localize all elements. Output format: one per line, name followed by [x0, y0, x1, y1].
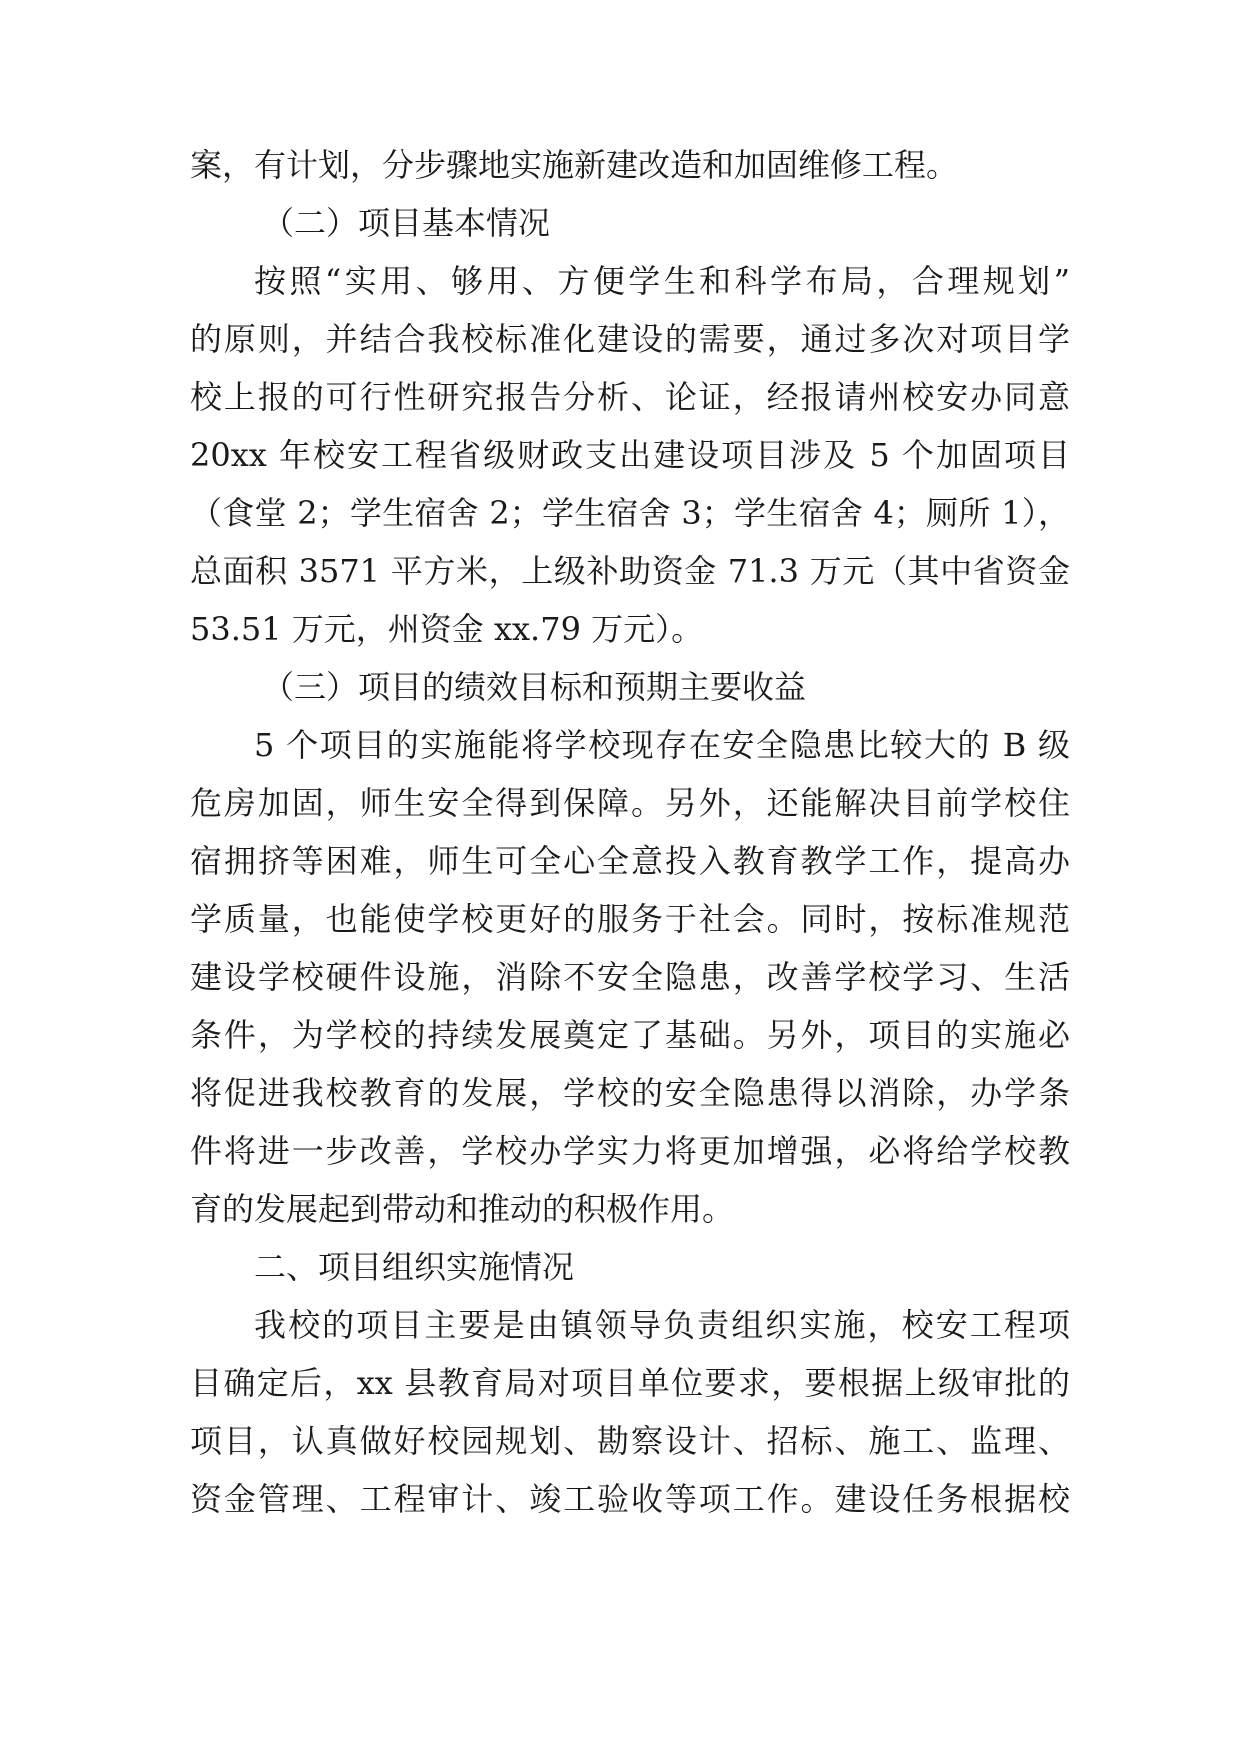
section-heading-project-basics: （二）项目基本情况: [262, 204, 551, 242]
paragraph-line: 将促进我校教育的发展，学校的安全隐患得以消除，办学条: [190, 1074, 1070, 1112]
paragraph-line: 总面积 3571 平方米，上级补助资金 71.3 万元（其中省资金: [190, 552, 1070, 590]
paragraph-line: 件将进一步改善，学校办学实力将更加增强，必将给学校教: [190, 1132, 1070, 1170]
paragraph-line: 项目，认真做好校园规划、勘察设计、招标、施工、监理、: [190, 1422, 1070, 1460]
paragraph-line: 学质量，也能使学校更好的服务于社会。同时，按标准规范: [190, 900, 1070, 938]
section-heading-implementation: 二、项目组织实施情况: [254, 1248, 575, 1286]
paragraph-line: 5 个项目的实施能将学校现存在安全隐患比较大的 B 级: [254, 726, 1070, 764]
paragraph-line: 目确定后，xx 县教育局对项目单位要求，要根据上级审批的: [190, 1364, 1070, 1402]
paragraph-line: 20xx 年校安工程省级财政支出建设项目涉及 5 个加固项目: [190, 436, 1070, 474]
paragraph-line: 资金管理、工程审计、竣工验收等项工作。建设任务根据校: [190, 1480, 1070, 1518]
paragraph-line: 条件，为学校的持续发展奠定了基础。另外，项目的实施必: [190, 1016, 1070, 1054]
paragraph-line: 的原则，并结合我校标准化建设的需要，通过多次对项目学: [190, 320, 1070, 358]
paragraph-line: 校上报的可行性研究报告分析、论证，经报请州校安办同意: [190, 378, 1070, 416]
paragraph-line: （食堂 2；学生宿舍 2；学生宿舍 3；学生宿舍 4；厕所 1），: [190, 494, 1070, 532]
paragraph-line: 案，有计划，分步骤地实施新建改造和加固维修工程。: [190, 146, 959, 184]
paragraph-line: 53.51 万元，州资金 xx.79 万元）。: [190, 610, 704, 648]
paragraph-line: 宿拥挤等困难，师生可全心全意投入教育教学工作，提高办: [190, 842, 1070, 880]
section-heading-performance-goals: （三）项目的绩效目标和预期主要收益: [262, 668, 807, 706]
paragraph-line: 危房加固，师生安全得到保障。另外，还能解决目前学校住: [190, 784, 1070, 822]
paragraph-line: 育的发展起到带动和推动的积极作用。: [190, 1190, 735, 1228]
paragraph-line: 按照“实用、够用、方便学生和科学布局，合理规划”: [254, 262, 1070, 300]
paragraph-line: 建设学校硬件设施，消除不安全隐患，改善学校学习、生活: [190, 958, 1070, 996]
paragraph-line: 我校的项目主要是由镇领导负责组织实施，校安工程项: [254, 1306, 1070, 1344]
